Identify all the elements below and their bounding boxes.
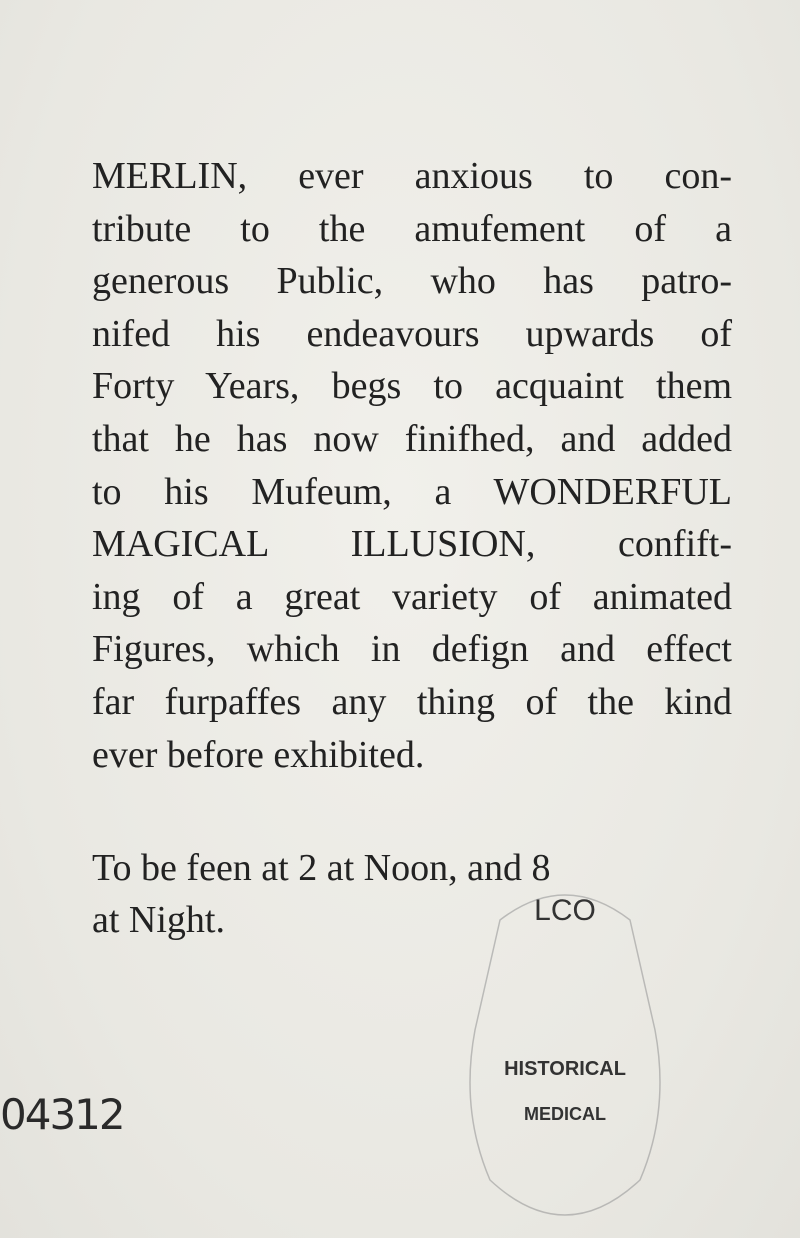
text-line: Forty Years, begs to acquaint them [92,365,732,408]
advertisement-paragraph [92,150,732,781]
stamp-middle-line2: MEDICAL [524,1104,606,1124]
shelfmark-handwritten: 04312 [0,1090,124,1139]
text-line: To be feen at 2 at Noon, and 8 [92,847,551,889]
stamp-top-text: LCO [534,894,596,927]
library-stamp [440,880,690,1238]
text-line: that he has now finifhed, and added [92,417,732,460]
text-line: Figures, which in defign and effect [92,628,732,671]
text-line: ever before exhibited. [92,733,425,776]
text-line: at Night. [92,899,225,941]
stamp-outline [470,895,660,1215]
text-line: nifed his endeavours upwards of [92,312,732,355]
text-line: MAGICAL ILLUSION, confift- [92,523,732,566]
text-line: far furpaffes any thing of the kind [92,680,732,723]
text-line: to his Mufeum, a WONDERFUL [92,470,732,513]
text-line: generous Public, who has patro- [92,260,732,303]
text-line: ing of a great variety of animated [92,575,732,618]
text-line: MERLIN, ever anxious to con- [92,155,732,197]
stamp-middle-line1: HISTORICAL [504,1058,626,1080]
text-line: tribute to the amufement of a [92,207,732,250]
